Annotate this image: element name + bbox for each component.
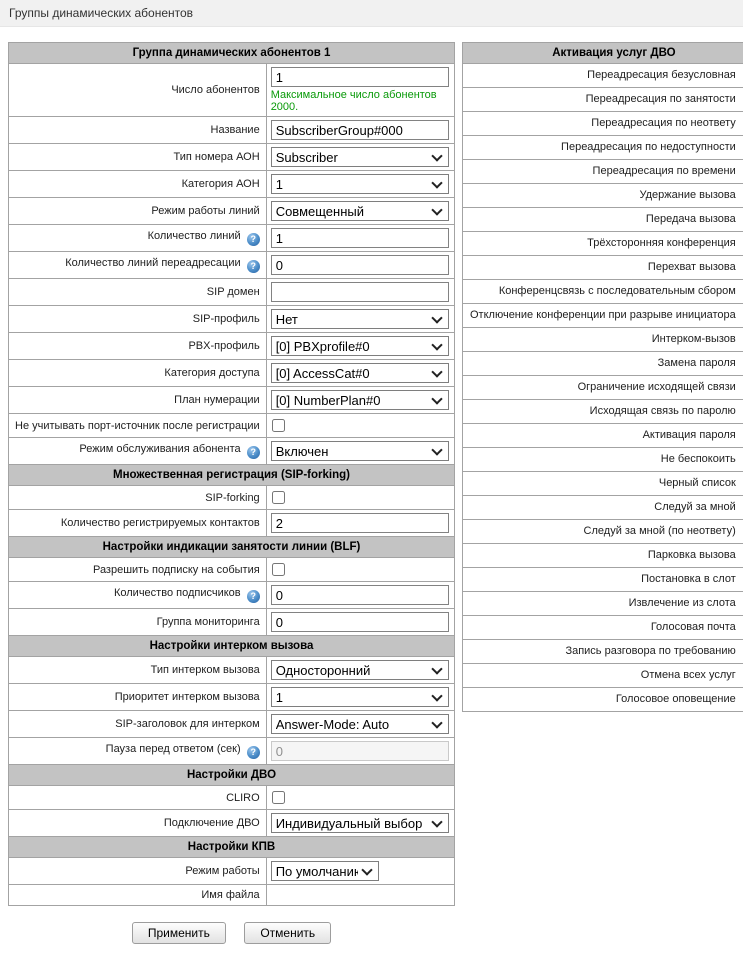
service-row (463, 208, 743, 232)
service-row (463, 472, 743, 496)
form-row (9, 414, 455, 438)
service-label: Переадресация по занятости (586, 93, 736, 105)
left-panel-rows (9, 43, 455, 906)
sip-forking-checkbox[interactable] (272, 491, 285, 504)
service-row (463, 88, 743, 112)
subscribers-count-input[interactable] (271, 67, 449, 87)
service-row (463, 256, 743, 280)
service-label: Не беспокоить (661, 453, 736, 465)
form-row (9, 609, 455, 636)
answer-pause-input (271, 741, 449, 761)
service-row (463, 64, 743, 88)
section-header-blf-settings: Настройки индикации занятости линии (BLF) (9, 537, 455, 558)
service-label: Постановка в слот (641, 573, 736, 585)
service-row (463, 568, 743, 592)
intercom-priority-select[interactable] (271, 687, 449, 707)
form-row (9, 885, 455, 906)
service-row (463, 112, 743, 136)
access-category-select[interactable] (271, 363, 449, 383)
numbering-plan-select[interactable] (271, 390, 449, 410)
cliro-checkbox[interactable] (272, 791, 285, 804)
field-label: Количество регистрируемых контактов (61, 517, 260, 529)
pbx-profile-select[interactable] (271, 336, 449, 356)
form-row (9, 438, 455, 465)
field-label: Тип номера АОН (174, 151, 260, 163)
form-actions (8, 922, 455, 944)
form-row (9, 225, 455, 252)
line-mode-select[interactable] (271, 201, 449, 221)
service-label: Переадресация безусловная (587, 69, 736, 81)
main-content (0, 27, 743, 954)
form-row (9, 684, 455, 711)
form-row (9, 144, 455, 171)
section-header-row (9, 636, 455, 657)
subscriber-service-mode-select[interactable] (271, 441, 449, 461)
sip-profile-select[interactable] (271, 309, 449, 329)
ignore-source-port-checkbox[interactable] (272, 419, 285, 432)
field-label: Приоритет интерком вызова (115, 691, 260, 703)
service-label: Перехват вызова (648, 261, 736, 273)
help-icon[interactable]: ? (247, 590, 260, 603)
form-row (9, 738, 455, 765)
field-label: Название (211, 124, 260, 136)
field-label: Количество линий переадресации (65, 257, 240, 269)
field-label: Категория доступа (164, 367, 259, 379)
subscribers-watch-count-input[interactable] (271, 585, 449, 605)
cli-category-select[interactable] (271, 174, 449, 194)
field-label: PBX-профиль (188, 340, 259, 352)
service-label: Переадресация по времени (593, 165, 736, 177)
service-row (463, 496, 743, 520)
form-row (9, 657, 455, 684)
field-label: Группа мониторинга (157, 616, 260, 628)
section-header-row (9, 837, 455, 858)
service-label: Переадресация по неответу (591, 117, 735, 129)
field-label: Тип интерком вызова (151, 664, 260, 676)
help-icon[interactable]: ? (247, 746, 260, 759)
service-row (463, 520, 743, 544)
section-header-kpv-settings: Настройки КПВ (9, 837, 455, 858)
field-label: Режим работы линий (151, 205, 259, 217)
apply-button[interactable]: Применить (132, 922, 226, 944)
form-row (9, 252, 455, 279)
form-row (9, 510, 455, 537)
allow-event-subscription-checkbox[interactable] (272, 563, 285, 576)
help-icon[interactable]: ? (247, 260, 260, 273)
service-row (463, 280, 743, 304)
service-row (463, 328, 743, 352)
service-label: Удержание вызова (639, 189, 735, 201)
service-row (463, 352, 743, 376)
monitoring-group-input[interactable] (271, 612, 449, 632)
group-name-input[interactable] (271, 120, 449, 140)
field-label: Режим работы (185, 865, 259, 877)
right-panel-title: Активация услуг ДВО (463, 43, 743, 64)
service-row (463, 136, 743, 160)
section-header-row (9, 537, 455, 558)
service-row (463, 184, 743, 208)
lines-count-input[interactable] (271, 228, 449, 248)
service-label: Голосовая почта (651, 621, 736, 633)
section-header-multiple-registration: Множественная регистрация (SIP-forking) (9, 465, 455, 486)
field-label: Разрешить подписку на события (93, 564, 260, 576)
form-row (9, 360, 455, 387)
field-label: SIP-заголовок для интерком (115, 718, 259, 730)
form-row (9, 387, 455, 414)
service-label: Интерком-вызов (652, 333, 736, 345)
service-label: Замена пароля (658, 357, 736, 369)
right-panel-rows (463, 43, 743, 712)
field-label: SIP домен (207, 286, 260, 298)
service-label: Следуй за мной (по неответу) (584, 525, 736, 537)
field-label: Количество линий (148, 230, 241, 242)
page-title: Группы динамических абонентов (9, 6, 193, 20)
field-label: Категория АОН (182, 178, 260, 190)
sip-domain-input[interactable] (271, 282, 449, 302)
field-label: CLIRO (226, 792, 260, 804)
forwarding-lines-count-input[interactable] (271, 255, 449, 275)
field-label: Режим обслуживания абонента (79, 443, 240, 455)
field-label: Не учитывать порт-источник после регистрации (15, 420, 260, 432)
form-row (9, 279, 455, 306)
dvo-services-panel (462, 42, 743, 712)
left-panel-title: Группа динамических абонентов 1 (9, 43, 455, 64)
service-label: Переадресация по недоступности (561, 141, 736, 153)
service-row (463, 664, 743, 688)
service-row (463, 376, 743, 400)
right-panel-title-row (463, 43, 743, 64)
intercom-sip-header-select[interactable] (271, 714, 449, 734)
form-row (9, 198, 455, 225)
service-label: Следуй за мной (654, 501, 735, 513)
left-column (8, 42, 455, 944)
section-header-intercom-settings: Настройки интерком вызова (9, 636, 455, 657)
service-row (463, 160, 743, 184)
service-label: Трёхсторонняя конференция (587, 237, 736, 249)
service-row (463, 616, 743, 640)
service-label: Исходящая связь по паролю (590, 405, 736, 417)
service-row (463, 304, 743, 328)
service-row (463, 232, 743, 256)
service-label: Голосовое оповещение (616, 693, 736, 705)
service-label: Активация пароля (643, 429, 736, 441)
service-label: Конференцсвязь с последовательным сбором (499, 285, 736, 297)
field-label: Количество подписчиков (114, 587, 241, 599)
form-row (9, 786, 455, 810)
section-header-row (9, 765, 455, 786)
left-panel-title-row (9, 43, 455, 64)
form-row (9, 558, 455, 582)
cli-number-type-select[interactable] (271, 147, 449, 167)
field-label: Имя файла (201, 889, 259, 901)
form-row (9, 306, 455, 333)
field-label: SIP-профиль (193, 313, 260, 325)
kpv-mode-select[interactable] (271, 861, 379, 881)
service-label: Отмена всех услуг (641, 669, 736, 681)
field-hint: Максимальное число абонентов 2000. (271, 89, 449, 113)
field-label: Пауза перед ответом (сек) (106, 743, 241, 755)
service-label: Извлечение из слота (629, 597, 736, 609)
section-header-dvo-settings: Настройки ДВО (9, 765, 455, 786)
form-row (9, 711, 455, 738)
service-row (463, 688, 743, 712)
service-row (463, 448, 743, 472)
field-label: Число абонентов (171, 84, 259, 96)
service-label: Передача вызова (646, 213, 736, 225)
service-row (463, 424, 743, 448)
service-row (463, 640, 743, 664)
section-header-row (9, 465, 455, 486)
form-row (9, 858, 455, 885)
service-row (463, 400, 743, 424)
field-label: Подключение ДВО (164, 817, 260, 829)
page-header (0, 0, 743, 27)
form-row (9, 64, 455, 117)
form-row (9, 486, 455, 510)
form-row (9, 171, 455, 198)
registered-contacts-count-input[interactable] (271, 513, 449, 533)
field-label: SIP-forking (205, 492, 259, 504)
service-label: Ограничение исходящей связи (578, 381, 736, 393)
form-row (9, 333, 455, 360)
service-row (463, 544, 743, 568)
subscriber-group-panel (8, 42, 455, 906)
cancel-button[interactable]: Отменить (244, 922, 331, 944)
form-row (9, 582, 455, 609)
form-row (9, 117, 455, 144)
form-row (9, 810, 455, 837)
service-row (463, 592, 743, 616)
service-label: Парковка вызова (648, 549, 736, 561)
service-label: Черный список (659, 477, 736, 489)
service-label: Отключение конференции при разрыве инициатора (470, 309, 736, 321)
service-label: Запись разговора по требованию (565, 645, 735, 657)
help-icon[interactable]: ? (247, 446, 260, 459)
dvo-connection-select[interactable] (271, 813, 449, 833)
help-icon[interactable]: ? (247, 233, 260, 246)
intercom-call-type-select[interactable] (271, 660, 449, 680)
field-label: План нумерации (174, 394, 260, 406)
